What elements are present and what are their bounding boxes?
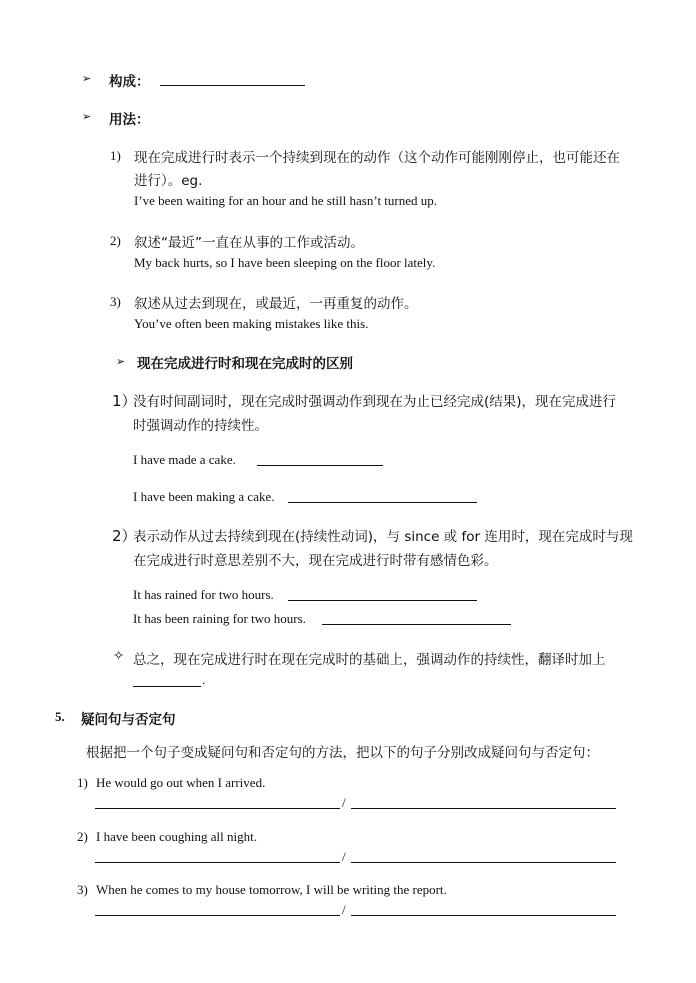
usage-item-text: 叙述“最近”一直在从事的工作或活动。 xyxy=(134,235,364,251)
answer-blank[interactable] xyxy=(257,465,383,466)
usage-item-number: 2) xyxy=(110,233,121,248)
question-answer-blank[interactable] xyxy=(95,808,340,809)
section-title: 疑问句与否定句 xyxy=(81,712,176,728)
composition-label: 构成： xyxy=(109,74,150,90)
diff-example: It has rained for two hours. xyxy=(133,587,274,602)
usage-label: 用法： xyxy=(109,112,150,128)
exercise-sentence: He would go out when I arrived. xyxy=(96,775,266,790)
diff-example: I have been making a cake. xyxy=(133,489,275,504)
diamond-bullet-icon: ✧ xyxy=(113,648,125,664)
usage-item-number: 3) xyxy=(110,294,121,309)
answer-blank[interactable] xyxy=(288,502,477,503)
answer-blank[interactable] xyxy=(322,624,511,625)
section-number: 5. xyxy=(55,709,65,724)
section-intro: 根据把一个句子变成疑问句和否定句的方法，把以下的句子分别改成疑问句与否定句： xyxy=(86,745,599,761)
diff-example: It has been raining for two hours. xyxy=(133,611,306,626)
diff-example: I have made a cake. xyxy=(133,452,236,467)
negative-answer-blank[interactable] xyxy=(351,862,616,863)
usage-item-text: 进行）。eg. xyxy=(134,173,203,189)
usage-example: You’ve often been making mistakes like this. xyxy=(134,316,369,331)
diff-text: 表示动作从过去持续到现在(持续性动词)，与 since 或 for 连用时，现在完成时与现 xyxy=(133,529,633,545)
diff-text: 没有时间副词时，现在完成时强调动作到现在为止已经完成(结果)，现在完成进行 xyxy=(133,394,617,410)
diff-text: 在完成进行时意思差别不大，现在完成进行时带有感情色彩。 xyxy=(133,553,498,569)
usage-item-number: 1) xyxy=(110,148,121,163)
summary-end: . xyxy=(202,672,206,687)
exercise-number: 1) xyxy=(77,775,88,790)
negative-answer-blank[interactable] xyxy=(351,915,616,916)
summary-text: 总之，现在完成进行时在现在完成时的基础上，强调动作的持续性，翻译时加上 xyxy=(133,652,606,668)
arrow-bullet-icon: ➢ xyxy=(116,355,126,368)
difference-title: 现在完成进行时和现在完成时的区别 xyxy=(137,356,353,372)
arrow-bullet-icon: ➢ xyxy=(82,72,92,85)
usage-item-text: 现在完成进行时表示一个持续到现在的动作（这个动作可能刚刚停止，也可能还在 xyxy=(134,150,620,166)
slash-separator: / xyxy=(342,795,346,810)
question-answer-blank[interactable] xyxy=(95,915,340,916)
diff-number: 2） xyxy=(112,527,137,545)
exercise-sentence: I have been coughing all night. xyxy=(96,829,258,844)
exercise-number: 3) xyxy=(77,882,88,897)
slash-separator: / xyxy=(342,902,346,917)
composition-blank[interactable] xyxy=(160,85,305,86)
slash-separator: / xyxy=(342,849,346,864)
negative-answer-blank[interactable] xyxy=(351,808,616,809)
diff-text: 时强调动作的持续性。 xyxy=(133,418,268,434)
diff-number: 1） xyxy=(112,392,137,410)
arrow-bullet-icon: ➢ xyxy=(82,110,92,123)
answer-blank[interactable] xyxy=(133,686,201,687)
exercise-number: 2) xyxy=(77,829,88,844)
answer-blank[interactable] xyxy=(288,600,477,601)
usage-example: My back hurts, so I have been sleeping on the floor lately. xyxy=(134,255,436,270)
question-answer-blank[interactable] xyxy=(95,862,340,863)
usage-example: I’ve been waiting for an hour and he still hasn’t turned up. xyxy=(134,193,438,208)
usage-item-text: 叙述从过去到现在，或最近，一再重复的动作。 xyxy=(134,296,418,312)
exercise-sentence: When he comes to my house tomorrow, I will be writing the report. xyxy=(96,882,447,897)
